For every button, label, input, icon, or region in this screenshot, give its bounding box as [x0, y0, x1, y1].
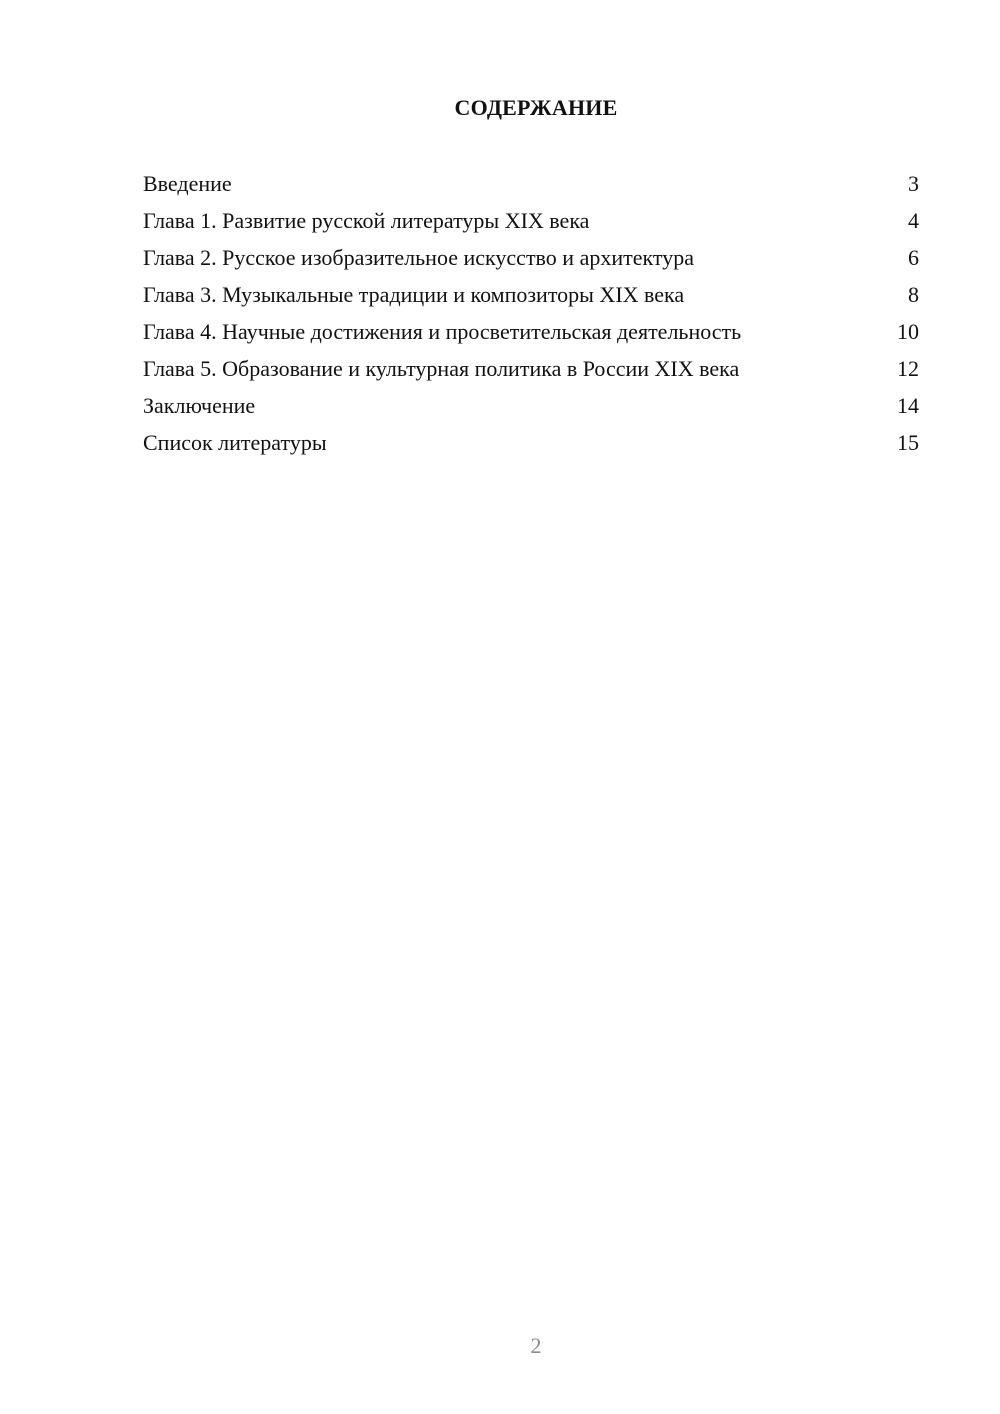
toc-entry-page: 6 [908, 245, 919, 270]
toc-entry-label: Глава 4. Научные достижения и просветительская деятельность [143, 319, 742, 344]
toc-entry[interactable] [143, 170, 919, 197]
toc-entry-label: Глава 5. Образование и культурная политика в России XIX века [143, 356, 740, 381]
table-of-contents [143, 170, 919, 466]
toc-entry[interactable] [143, 429, 919, 456]
toc-entry[interactable] [143, 281, 919, 308]
toc-entry[interactable] [143, 355, 919, 382]
toc-entry-page: 10 [897, 319, 919, 344]
toc-entry-label: Глава 3. Музыкальные традиции и композиторы XIX века [143, 282, 685, 307]
toc-entry-page: 14 [897, 393, 919, 418]
toc-entry[interactable] [143, 318, 919, 345]
toc-title: СОДЕРЖАНИЕ [454, 95, 618, 120]
toc-entry-label: Глава 2. Русское изобразительное искусство и архитектура [143, 245, 694, 270]
toc-entry[interactable] [143, 207, 919, 234]
toc-entry-label: Глава 1. Развитие русской литературы XIX века [143, 208, 590, 233]
toc-entry-page: 4 [908, 208, 919, 233]
toc-entry[interactable] [143, 392, 919, 419]
toc-entry-label: Список литературы [143, 430, 327, 455]
page-number: 2 [530, 1333, 542, 1358]
toc-entry-page: 8 [908, 282, 919, 307]
toc-entry-label: Введение [143, 171, 232, 196]
toc-entry-label: Заключение [143, 393, 256, 418]
toc-entry-page: 3 [908, 171, 919, 196]
toc-entry[interactable] [143, 244, 919, 271]
toc-entry-page: 15 [897, 430, 919, 455]
toc-entry-page: 12 [897, 356, 919, 381]
